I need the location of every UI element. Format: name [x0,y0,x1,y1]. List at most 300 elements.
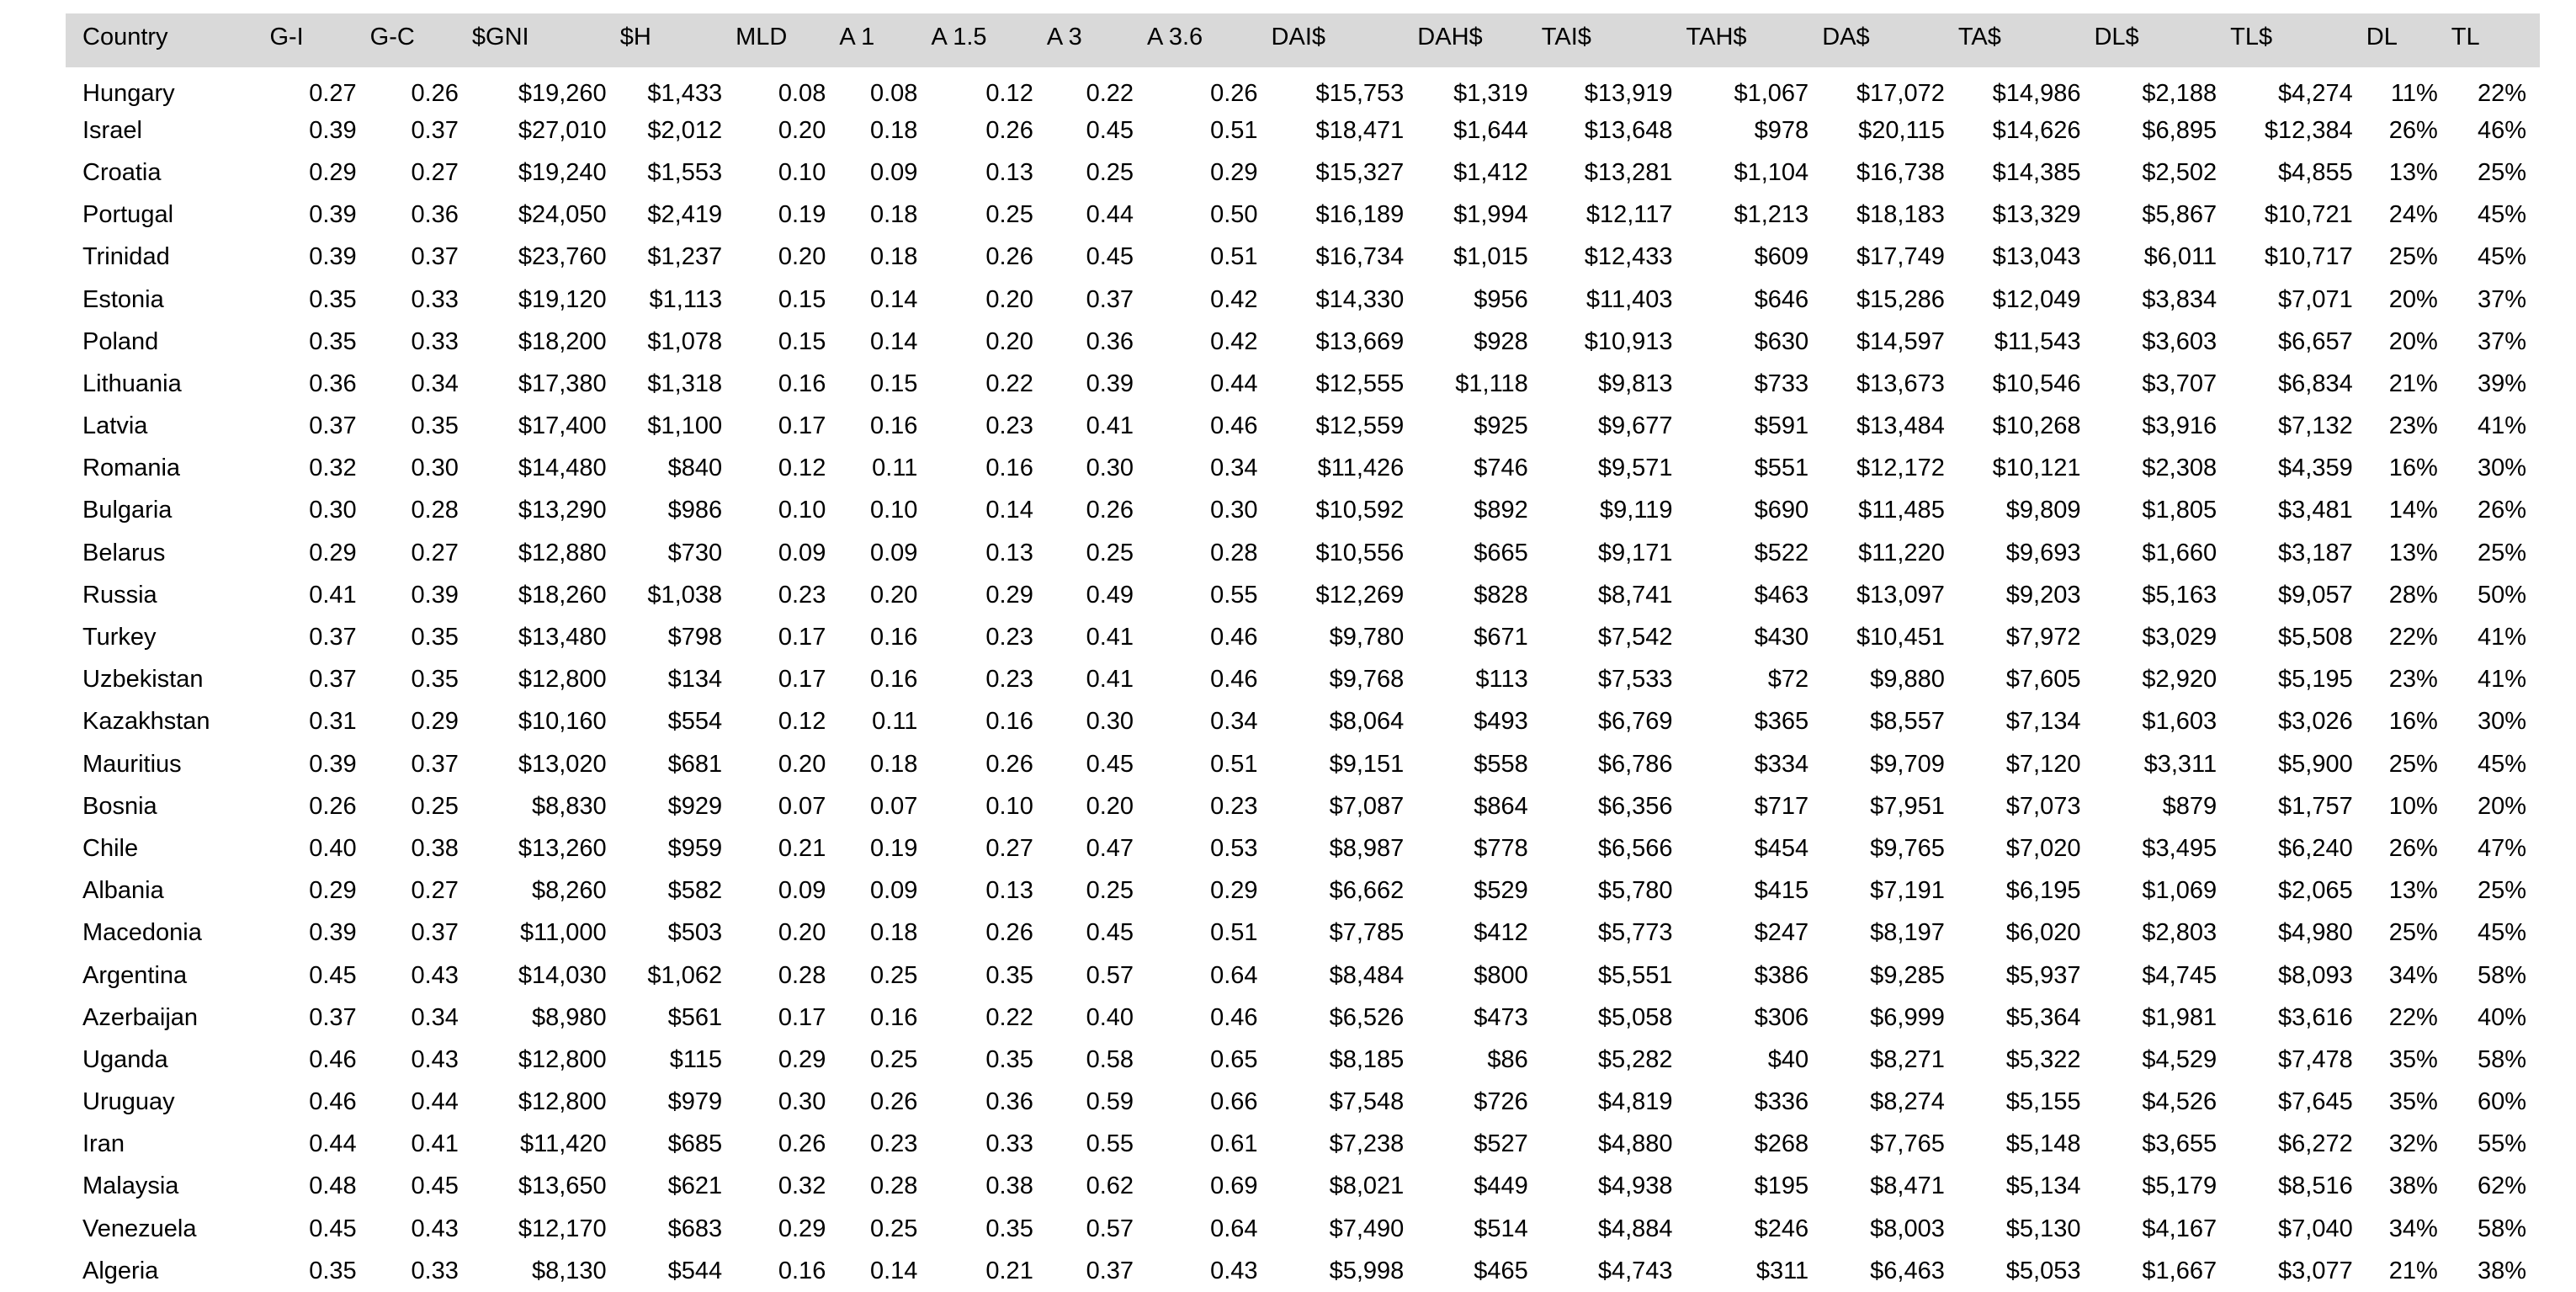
value-cell: $665 [1474,539,1528,566]
value-cell: 0.37 [309,666,357,694]
value-cell: $4,884 [1597,1215,1673,1242]
value-cell: $1,113 [649,285,723,313]
value-cell: $1,805 [2142,497,2217,524]
value-cell: $8,557 [1870,708,1945,736]
value-cell: 0.18 [869,116,918,144]
value-cell: 0.29 [309,539,357,566]
value-cell: $13,097 [1856,581,1945,609]
value-cell: $551 [1754,455,1809,482]
country-cell: Azerbaijan [82,1003,199,1031]
value-cell: $9,677 [1597,412,1673,440]
table-row [66,237,2540,279]
value-cell: $558 [1474,750,1528,778]
value-cell: $11,220 [1858,539,1945,566]
value-cell: 0.26 [1210,79,1258,107]
value-cell: $1,994 [1453,201,1528,229]
value-cell: 0.32 [778,1172,826,1200]
value-cell: $646 [1754,285,1809,313]
value-cell: $582 [667,877,723,905]
value-cell: $115 [669,1045,723,1073]
value-cell: $10,268 [1992,412,2081,440]
value-cell: 0.16 [778,370,826,397]
value-cell: $730 [667,539,723,566]
value-cell: 0.45 [309,1215,357,1242]
value-cell: $2,502 [2142,158,2217,186]
value-cell: $8,274 [1870,1088,1945,1116]
value-cell: 0.33 [411,1257,459,1284]
value-cell: $5,058 [1597,1003,1673,1031]
value-cell: 13% [2388,539,2438,566]
value-cell: 0.65 [1210,1045,1258,1073]
value-cell: $8,260 [531,877,607,905]
value-cell: 14% [2388,497,2438,524]
column-header: A 1.5 [931,23,987,51]
header-row [66,13,2540,67]
value-cell: 0.57 [1086,1215,1134,1242]
value-cell: 0.20 [778,243,826,271]
value-cell: 0.36 [985,1088,1033,1116]
value-cell: $9,693 [2005,539,2081,566]
value-cell: $8,471 [1870,1172,1945,1200]
value-cell: $6,463 [1870,1257,1945,1284]
value-cell: $6,356 [1597,792,1673,820]
value-cell: 23% [2388,666,2438,694]
value-cell: $17,380 [518,370,607,397]
value-cell: 45% [2477,201,2526,229]
value-cell: $621 [667,1172,723,1200]
value-cell: $134 [667,666,723,694]
country-cell: Venezuela [82,1215,197,1242]
value-cell: 26% [2388,116,2438,144]
value-cell: $5,053 [2005,1257,2081,1284]
value-cell: 0.39 [309,243,357,271]
country-cell: Argentina [82,961,188,989]
value-cell: 0.30 [1086,708,1134,736]
value-cell: $334 [1754,750,1809,778]
value-cell: $246 [1754,1215,1809,1242]
value-cell: 0.45 [1086,919,1134,947]
value-cell: 40% [2477,1003,2526,1031]
value-cell: $7,785 [1329,919,1405,947]
value-cell: 0.34 [411,1003,459,1031]
value-cell: 0.25 [1086,539,1134,566]
value-cell: $778 [1474,834,1528,862]
country-cell: Portugal [82,201,174,229]
value-cell: 0.32 [309,455,357,482]
value-cell: 0.45 [411,1172,459,1200]
value-cell: 0.11 [872,455,918,482]
table-row [66,279,2540,321]
value-cell: 0.25 [985,201,1033,229]
value-cell: $928 [1474,327,1528,355]
value-cell: 13% [2388,158,2438,186]
value-cell: $2,065 [2278,877,2353,905]
table-row [66,743,2540,785]
value-cell: $503 [667,919,723,947]
value-cell: $6,566 [1597,834,1673,862]
table-row [66,701,2540,743]
value-cell: $336 [1754,1088,1809,1116]
value-cell: $8,484 [1329,961,1405,989]
value-cell: 0.59 [1086,1088,1134,1116]
value-cell: 37% [2477,285,2526,313]
table-row [66,152,2540,194]
column-header: $GNI [471,23,529,51]
value-cell: $10,913 [1584,327,1673,355]
value-cell: 0.25 [869,1045,918,1073]
value-cell: $840 [667,455,723,482]
value-cell: 0.44 [411,1088,459,1116]
country-cell: Iran [82,1130,125,1158]
value-cell: $12,555 [1315,370,1405,397]
value-cell: $13,020 [518,750,607,778]
value-cell: $13,329 [1992,201,2081,229]
value-cell: $1,981 [2142,1003,2217,1031]
value-cell: $12,559 [1315,412,1405,440]
country-cell: Bulgaria [82,497,173,524]
value-cell: $23,760 [518,243,607,271]
value-cell: 0.45 [309,961,357,989]
value-cell: 0.55 [1210,581,1258,609]
value-cell: 0.14 [869,327,918,355]
column-header: MLD [736,23,788,51]
table-row [66,997,2540,1039]
value-cell: $7,087 [1329,792,1405,820]
value-cell: 0.20 [869,581,918,609]
value-cell: $1,069 [2142,877,2217,905]
value-cell: $12,800 [518,1088,607,1116]
value-cell: $24,050 [518,201,607,229]
value-cell: $454 [1754,834,1809,862]
value-cell: 0.34 [1210,455,1258,482]
value-cell: $15,286 [1856,285,1945,313]
value-cell: 0.51 [1210,750,1258,778]
value-cell: $7,490 [1329,1215,1405,1242]
value-cell: $18,471 [1315,116,1405,144]
value-cell: 0.30 [1086,455,1134,482]
value-cell: $1,667 [2142,1257,2217,1284]
value-cell: 0.29 [309,158,357,186]
value-cell: $13,290 [518,497,607,524]
value-cell: 0.46 [309,1088,357,1116]
value-cell: $892 [1474,497,1528,524]
value-cell: 0.45 [1086,116,1134,144]
value-cell: 0.29 [411,708,459,736]
value-cell: 45% [2477,243,2526,271]
value-cell: 0.35 [411,666,459,694]
value-cell: $11,543 [1994,327,2081,355]
value-cell: 0.21 [985,1257,1033,1284]
value-cell: 0.41 [1086,412,1134,440]
value-cell: 0.55 [1086,1130,1134,1158]
table-row [66,1250,2540,1292]
value-cell: 58% [2477,961,2526,989]
value-cell: 0.20 [778,919,826,947]
value-cell: $4,938 [1597,1172,1673,1200]
value-cell: $4,855 [2278,158,2353,186]
value-cell: 38% [2388,1172,2438,1200]
table-row [66,448,2540,490]
value-cell: $2,419 [647,201,723,229]
value-cell: $14,597 [1856,327,1945,355]
value-cell: $5,134 [2005,1172,2081,1200]
value-cell: $7,765 [1870,1130,1945,1158]
value-cell: 0.14 [869,1257,918,1284]
value-cell: $978 [1754,116,1809,144]
table-row [66,912,2540,954]
value-cell: 25% [2388,243,2438,271]
value-cell: 0.20 [1086,792,1134,820]
value-cell: $14,626 [1992,116,2081,144]
value-cell: 0.47 [1086,834,1134,862]
value-cell: 0.37 [309,624,357,651]
value-cell: $430 [1754,624,1809,651]
value-cell: 0.35 [309,327,357,355]
country-cell: Kazakhstan [82,708,210,736]
value-cell: 0.13 [985,158,1033,186]
value-cell: 0.23 [985,412,1033,440]
value-cell: $2,803 [2142,919,2217,947]
table-body [66,67,2540,1292]
value-cell: $1,015 [1453,243,1528,271]
value-cell: $463 [1754,581,1809,609]
value-cell: $3,707 [2142,370,2217,397]
value-cell: $19,260 [518,79,607,107]
value-cell: 0.44 [309,1130,357,1158]
value-cell: 60% [2477,1088,2526,1116]
value-cell: 30% [2477,455,2526,482]
value-cell: $8,093 [2278,961,2353,989]
value-cell: $15,753 [1315,79,1405,107]
value-cell: $8,271 [1870,1045,1945,1073]
value-cell: $19,240 [518,158,607,186]
value-cell: 0.36 [309,370,357,397]
value-cell: $6,657 [2278,327,2353,355]
column-header: TAH$ [1686,23,1747,51]
value-cell: $1,319 [1453,79,1528,107]
value-cell: 16% [2388,455,2438,482]
value-cell: $7,071 [2278,285,2353,313]
value-cell: $5,364 [2005,1003,2081,1031]
value-cell: $40 [1767,1045,1809,1073]
column-header: TAI$ [1541,23,1591,51]
value-cell: $12,800 [518,666,607,694]
value-cell: 0.23 [1210,792,1258,820]
country-cell: Romania [82,455,181,482]
value-cell: $8,987 [1329,834,1405,862]
value-cell: $6,786 [1597,750,1673,778]
value-cell: 0.51 [1210,919,1258,947]
value-cell: 24% [2388,201,2438,229]
value-cell: $113 [1475,666,1528,694]
value-cell: $18,260 [518,581,607,609]
value-cell: 0.45 [1086,243,1134,271]
value-cell: $4,745 [2142,961,2217,989]
value-cell: 21% [2388,370,2438,397]
value-cell: 11% [2390,79,2438,107]
value-cell: $195 [1754,1172,1809,1200]
value-cell: $10,721 [2264,201,2353,229]
value-cell: 0.09 [778,877,826,905]
country-cell: Turkey [82,624,157,651]
value-cell: $1,237 [647,243,723,271]
value-cell: 0.11 [872,708,918,736]
country-cell: Russia [82,581,157,609]
value-cell: 0.10 [985,792,1033,820]
value-cell: $365 [1754,708,1809,736]
value-cell: 0.16 [869,1003,918,1031]
value-cell: $726 [1474,1088,1528,1116]
value-cell: 0.14 [985,497,1033,524]
value-cell: $1,118 [1455,370,1528,397]
value-cell: $2,012 [647,116,723,144]
value-cell: $306 [1754,1003,1809,1031]
value-cell: $6,526 [1329,1003,1405,1031]
value-cell: 0.36 [1086,327,1134,355]
value-cell: 41% [2477,412,2526,440]
value-cell: 0.39 [309,919,357,947]
value-cell: 0.51 [1210,243,1258,271]
value-cell: 0.31 [309,708,357,736]
value-cell: 0.12 [778,708,826,736]
value-cell: $5,195 [2278,666,2353,694]
value-cell: 0.35 [411,624,459,651]
value-cell: $5,148 [2005,1130,2081,1158]
value-cell: 25% [2388,750,2438,778]
value-cell: 55% [2477,1130,2526,1158]
value-cell: $11,000 [520,919,607,947]
value-cell: 0.16 [869,624,918,651]
value-cell: 0.49 [1086,581,1134,609]
value-cell: $27,010 [518,116,607,144]
value-cell: 0.09 [869,539,918,566]
value-cell: $828 [1474,581,1528,609]
value-cell: $6,240 [2278,834,2353,862]
value-cell: $9,813 [1597,370,1673,397]
value-cell: $609 [1754,243,1809,271]
table-row [66,574,2540,616]
value-cell: 0.43 [411,961,459,989]
value-cell: $1,603 [2142,708,2217,736]
value-cell: 20% [2477,792,2526,820]
country-cell: Latvia [82,412,148,440]
value-cell: $3,187 [2278,539,2353,566]
value-cell: $14,385 [1992,158,2081,186]
value-cell: $14,480 [518,455,607,482]
value-cell: 0.33 [411,327,459,355]
value-cell: $7,645 [2278,1088,2353,1116]
value-cell: $9,768 [1329,666,1405,694]
country-cell: Uganda [82,1045,168,1073]
value-cell: $86 [1487,1045,1528,1073]
country-cell: Belarus [82,539,166,566]
value-cell: 0.28 [778,961,826,989]
value-cell: $864 [1474,792,1528,820]
value-cell: 0.61 [1210,1130,1258,1158]
value-cell: $522 [1754,539,1809,566]
value-cell: $5,508 [2278,624,2353,651]
value-cell: $8,741 [1597,581,1673,609]
value-cell: $8,516 [2278,1172,2353,1200]
value-cell: $1,100 [647,412,723,440]
value-cell: 0.26 [309,792,357,820]
value-cell: $3,077 [2278,1257,2353,1284]
value-cell: $5,937 [2005,961,2081,989]
value-cell: $6,769 [1597,708,1673,736]
value-cell: 21% [2388,1257,2438,1284]
value-cell: 0.46 [1210,624,1258,651]
value-cell: 22% [2388,1003,2438,1031]
value-cell: 0.28 [411,497,459,524]
country-cell: Lithuania [82,370,182,397]
value-cell: $14,030 [518,961,607,989]
value-cell: $4,529 [2142,1045,2217,1073]
value-cell: 0.28 [1210,539,1258,566]
value-cell: $5,780 [1597,877,1673,905]
value-cell: $9,119 [1600,497,1673,524]
value-cell: $9,709 [1870,750,1945,778]
value-cell: 35% [2388,1045,2438,1073]
value-cell: $1,757 [2278,792,2353,820]
value-cell: 0.23 [778,581,826,609]
value-cell: 58% [2477,1215,2526,1242]
value-cell: $591 [1754,412,1809,440]
value-cell: 13% [2388,877,2438,905]
value-cell: $8,064 [1329,708,1405,736]
value-cell: $8,830 [531,792,607,820]
value-cell: $4,880 [1597,1130,1673,1158]
value-cell: $925 [1474,412,1528,440]
value-cell: 0.43 [1210,1257,1258,1284]
country-cell: Chile [82,834,139,862]
value-cell: $9,203 [2005,581,2081,609]
country-cell: Israel [82,116,142,144]
value-cell: $2,308 [2142,455,2217,482]
value-cell: 0.14 [869,285,918,313]
value-cell: $16,189 [1315,201,1405,229]
value-cell: 25% [2388,919,2438,947]
value-cell: $1,660 [2142,539,2217,566]
value-cell: $7,951 [1870,792,1945,820]
value-cell: $3,481 [2278,497,2353,524]
value-cell: $9,571 [1597,455,1673,482]
value-cell: $9,285 [1870,961,1945,989]
value-cell: 0.21 [778,834,826,862]
value-cell: 0.08 [778,79,826,107]
value-cell: 22% [2477,79,2526,107]
value-cell: 0.26 [778,1130,826,1158]
value-cell: $13,480 [518,624,607,651]
country-cell: Mauritius [82,750,182,778]
value-cell: 0.22 [1086,79,1134,107]
value-cell: 0.64 [1210,1215,1258,1242]
value-cell: 0.26 [985,919,1033,947]
value-cell: 0.26 [985,116,1033,144]
value-cell: $12,384 [2264,116,2353,144]
value-cell: $72 [1767,666,1809,694]
value-cell: 0.17 [778,666,826,694]
value-cell: $3,655 [2142,1130,2217,1158]
value-cell: $5,867 [2142,201,2217,229]
value-cell: $8,197 [1870,919,1945,947]
value-cell: 34% [2388,961,2438,989]
value-cell: 0.25 [1086,877,1134,905]
value-cell: $7,073 [2005,792,2081,820]
column-header: DL [2366,23,2398,51]
value-cell: $7,972 [2005,624,2081,651]
value-cell: 0.39 [411,581,459,609]
column-header: A 3 [1046,23,1082,51]
